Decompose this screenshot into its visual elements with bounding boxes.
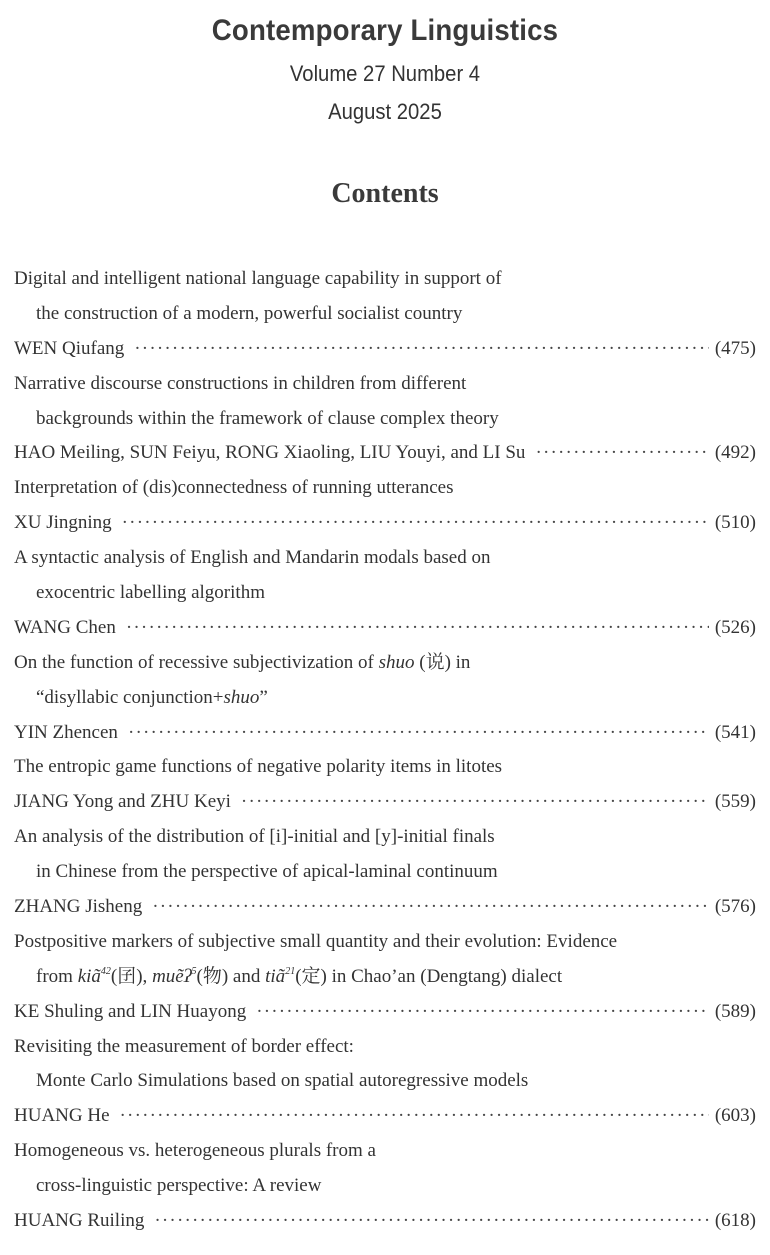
article-title-line[interactable]: exocentric labelling algorithm [36, 582, 265, 604]
toc-entry[interactable] [14, 541, 756, 646]
author-line [14, 436, 756, 471]
article-authors: WANG Chen [14, 616, 116, 638]
dot-leader [134, 332, 709, 367]
title-text: On the function of recessive subjectivization of [14, 651, 379, 673]
toc-entry[interactable] [14, 1134, 756, 1239]
title-text: (定) in Chao’an (Dengtang) dialect [295, 965, 563, 987]
dot-leader [120, 1099, 709, 1134]
title-text: from [36, 965, 78, 987]
article-title-line[interactable]: Revisiting the measurement of border effect: [14, 1035, 354, 1057]
article-title-line[interactable]: Monte Carlo Simulations based on spatial autoregressive models [36, 1070, 529, 1092]
title-text: (囝), [110, 965, 153, 987]
toc-entry[interactable] [14, 646, 756, 751]
tone-number: 21 [285, 965, 296, 977]
title-text: (物) and [196, 965, 266, 987]
tone-number: 5 [191, 965, 197, 977]
page-number: (492) [714, 442, 756, 464]
issue-volume-number: Volume 27 Number 4 [289, 61, 481, 86]
article-authors: XU Jingning [14, 512, 112, 534]
phonetic-term: tiã [265, 965, 286, 987]
author-line [14, 890, 756, 925]
author-line [14, 785, 756, 820]
article-authors: ZHANG Jisheng [14, 896, 143, 918]
article-authors: HAO Meiling, SUN Feiyu, RONG Xiaoling, LIU Youyi, and LI Su [14, 442, 526, 464]
author-line [14, 995, 756, 1030]
title-italic-term: shuo [223, 686, 260, 708]
toc-entry[interactable] [14, 750, 756, 820]
author-line [14, 1099, 756, 1134]
author-line [14, 1204, 756, 1239]
toc-entry[interactable] [14, 820, 756, 925]
article-title-line[interactable]: An analysis of the distribution of [i]-initial and [y]-initial finals [14, 826, 495, 848]
author-line [14, 716, 756, 751]
dot-leader [122, 506, 709, 541]
article-title-line[interactable]: cross-linguistic perspective: A review [36, 1175, 322, 1197]
dot-leader [126, 611, 709, 646]
dot-leader [154, 1204, 708, 1239]
author-line [14, 332, 756, 367]
article-title-line[interactable]: backgrounds within the framework of clause complex theory [36, 407, 499, 429]
tone-number: 42 [100, 965, 111, 977]
issue-date: August 2025 [328, 99, 442, 124]
article-title-line[interactable]: Homogeneous vs. heterogeneous plurals from a [14, 1140, 376, 1162]
article-title-line[interactable]: Postpositive markers of subjective small quantity and their evolution: Evidence [14, 930, 618, 952]
article-title-line[interactable]: A syntactic analysis of English and Mandarin modals based on [14, 547, 491, 569]
dot-leader [152, 890, 709, 925]
article-title-line[interactable] [14, 960, 756, 995]
article-authors: YIN Zhencen [14, 721, 118, 743]
toc-entry[interactable] [14, 262, 756, 367]
page-number: (618) [714, 1210, 756, 1232]
dot-leader [535, 436, 708, 471]
page-number: (526) [714, 616, 756, 638]
article-authors: WEN Qiufang [14, 337, 125, 359]
article-authors: HUANG He [14, 1105, 110, 1127]
article-title-line[interactable]: The entropic game functions of negative polarity items in litotes [14, 756, 503, 778]
page-number: (589) [714, 1000, 756, 1022]
phonetic-term: muẽʔ [152, 965, 192, 987]
article-title-line[interactable]: the construction of a modern, powerful socialist country [36, 302, 463, 324]
page-number: (559) [714, 791, 756, 813]
author-line [14, 611, 756, 646]
article-title-line[interactable] [14, 646, 756, 681]
dot-leader [256, 995, 709, 1030]
dot-leader [128, 716, 709, 751]
article-title-line[interactable] [14, 681, 756, 716]
article-title-line[interactable]: in Chinese from the perspective of apical-laminal continuum [36, 861, 498, 883]
page-number: (603) [714, 1105, 756, 1127]
toc-entry[interactable] [14, 925, 756, 1030]
phonetic-term: kiã [77, 965, 101, 987]
article-authors: KE Shuling and LIN Huayong [14, 1000, 247, 1022]
page-number: (510) [714, 512, 756, 534]
dot-leader [241, 785, 709, 820]
author-line [14, 506, 756, 541]
page-number: (475) [714, 337, 756, 359]
title-italic-term: shuo [378, 651, 415, 673]
journal-title: Contemporary Linguistics [211, 14, 559, 47]
article-title-line[interactable]: Narrative discourse constructions in children from different [14, 372, 467, 394]
page-number: (576) [714, 896, 756, 918]
toc-entry[interactable] [14, 367, 756, 472]
title-text: ” [259, 686, 268, 708]
article-authors: JIANG Yong and ZHU Keyi [14, 791, 231, 813]
toc-entry[interactable] [14, 1030, 756, 1135]
article-title-line[interactable]: Interpretation of (dis)connectedness of running utterances [14, 477, 454, 499]
article-authors: HUANG Ruiling [14, 1210, 145, 1232]
article-title-line[interactable]: Digital and intelligent national language capability in support of [14, 268, 502, 289]
page-number: (541) [714, 721, 756, 743]
contents-heading: Contents [331, 178, 439, 209]
title-text: “disyllabic conjunction+ [36, 686, 224, 708]
table-of-contents [14, 262, 756, 1239]
title-text: (说) in [414, 651, 471, 673]
toc-entry[interactable] [14, 471, 756, 541]
